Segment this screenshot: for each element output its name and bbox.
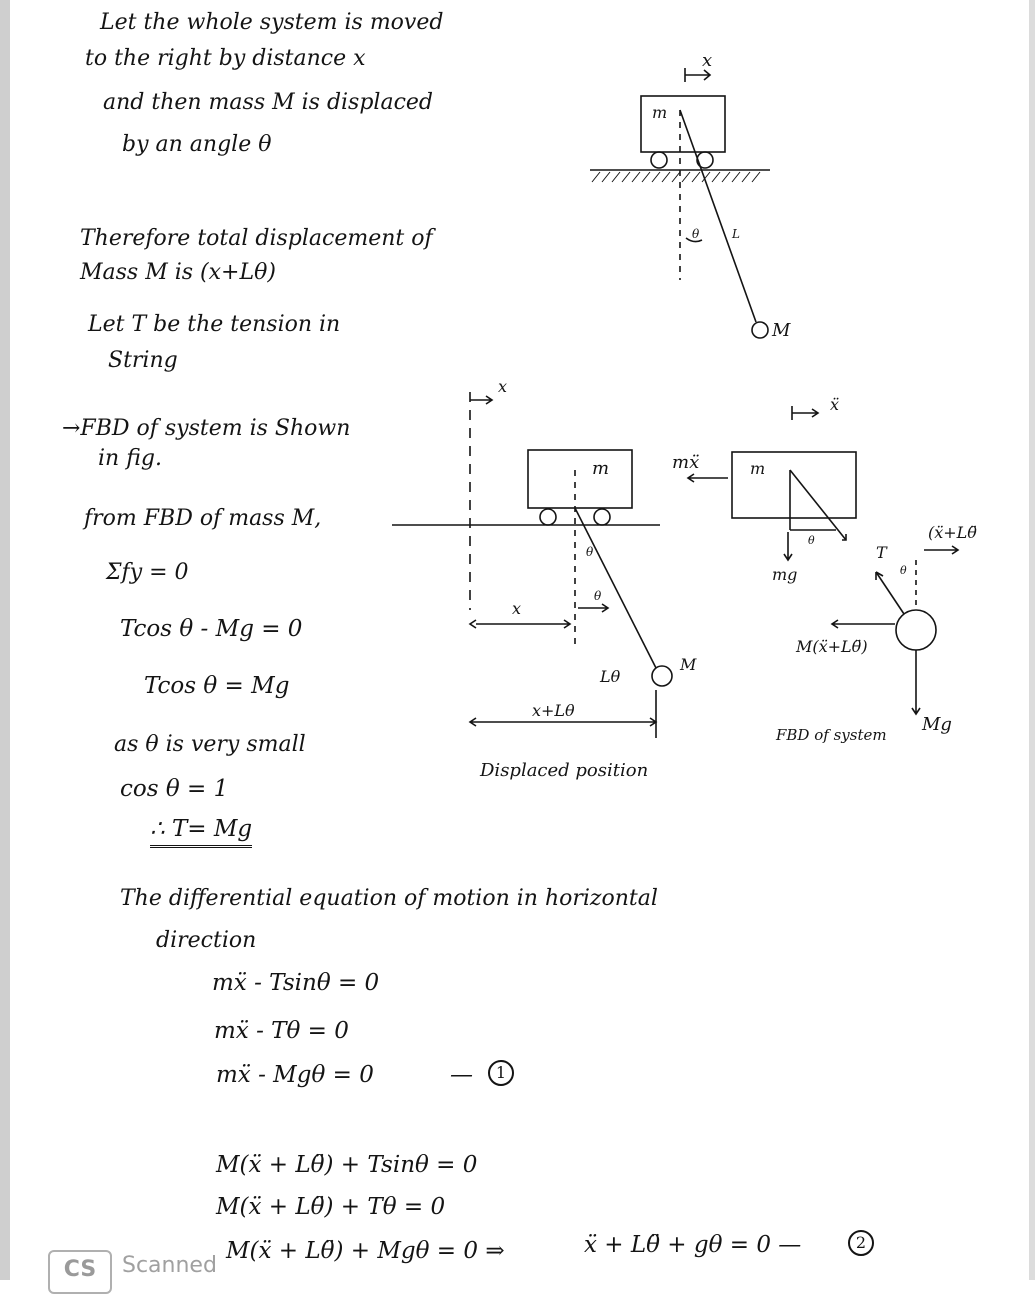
tension-result: ∴ T= Mg xyxy=(150,818,252,848)
camscanner-logo: CS xyxy=(48,1250,112,1294)
sum-fy-equation: Σfy = 0 xyxy=(106,560,189,585)
label-m-fig1: m xyxy=(652,103,668,122)
dimension-x-fig2 xyxy=(470,620,570,628)
label-T-fig3: T xyxy=(876,543,887,562)
pendulum-string-fig1 xyxy=(680,110,756,322)
wheel-left-fig2 xyxy=(540,509,556,525)
equation-number-2: 2 xyxy=(848,1230,874,1256)
small-angle-note: as θ is very small xyxy=(114,732,306,757)
label-xdd-L-fig3: (ẍ+Lθ̈ xyxy=(928,523,977,542)
total-line-2: Mass M is (x+Lθ) xyxy=(80,260,276,285)
label-m-fig2: m xyxy=(592,458,610,479)
angle-arrow-fig2 xyxy=(578,604,608,612)
caption-fig2: Displaced position xyxy=(480,760,649,781)
motion-equation-1: mẍ - Tsinθ = 0 xyxy=(212,970,380,996)
ground-hatching-fig1 xyxy=(592,172,760,182)
fbd-intro-line-2: in fig. xyxy=(98,446,162,471)
motion-equation-2: mẍ - Tθ = 0 xyxy=(214,1018,349,1044)
diff-heading-line-2: direction xyxy=(156,928,257,953)
diff-heading-line-1: The differential equation of motion in horizontal xyxy=(120,886,658,911)
label-theta1-fig2: θ xyxy=(586,545,594,559)
label-xdd-top-fig3: ẍ xyxy=(830,395,840,414)
scanned-watermark: Scanned xyxy=(122,1253,217,1278)
label-Ltheta-fig2: Lθ xyxy=(600,667,621,686)
pendulum-bob-fig2 xyxy=(652,666,672,686)
label-m-fig3: m xyxy=(750,459,766,478)
equation-tag-dash-1: — xyxy=(450,1062,473,1088)
intro-line-4: by an angle θ xyxy=(122,132,272,157)
label-x-top-fig2: x xyxy=(498,377,508,396)
equation-number-1: 1 xyxy=(488,1060,514,1086)
label-Mg-fig3: Mg xyxy=(922,714,952,735)
equation-tcos-1: Tcos θ - Mg = 0 xyxy=(120,616,303,642)
pendulum-bob-fig1 xyxy=(752,322,768,338)
bob-circle-fig3 xyxy=(896,610,936,650)
figure-displaced-position xyxy=(392,377,700,781)
acceleration-arrow-bob-fig3 xyxy=(924,546,958,554)
total-line-1: Therefore total displacement of xyxy=(80,226,433,251)
label-x-plus-fig2: x+Lθ xyxy=(532,701,575,720)
wheel-right-fig2 xyxy=(594,509,610,525)
acceleration-arrow-top-fig3 xyxy=(792,406,818,420)
label-theta2-fig2: θ xyxy=(594,589,602,603)
displacement-arrow-top-fig2 xyxy=(470,396,492,404)
inertia-force-arrow-fig3 xyxy=(688,474,728,482)
pendulum-string-fig2 xyxy=(575,508,656,668)
figure-pendulum-cart xyxy=(590,50,791,341)
label-M-force-fig3: M(ẍ+Lθ̈) xyxy=(796,637,868,656)
label-theta-fig3: θ xyxy=(808,534,815,547)
label-theta2-fig3: θ xyxy=(900,564,907,577)
caption-fig3: FBD of system xyxy=(776,726,887,744)
motion-equation-4: M(ẍ + Lθ̈) + Tsinθ = 0 xyxy=(216,1152,478,1178)
weight-arrow-cart-fig3 xyxy=(784,532,792,560)
intro-line-3: and then mass M is displaced xyxy=(103,90,434,115)
tension-line-2: String xyxy=(108,348,178,373)
motion-equation-3: mẍ - Mgθ = 0 xyxy=(216,1062,374,1088)
fbd-mass-heading: from FBD of mass M, xyxy=(84,506,322,531)
cart-body-fig2 xyxy=(528,450,632,508)
label-L-fig1: L xyxy=(732,227,740,241)
intro-line-1: Let the whole system is moved xyxy=(100,10,444,35)
label-mg-fig3: mg xyxy=(772,565,798,584)
tension-line-1: Let T be the tension in xyxy=(88,312,341,337)
label-theta-fig1: θ xyxy=(692,227,700,241)
label-M-fig1: M xyxy=(772,320,791,341)
label-M-fig2: M xyxy=(680,655,697,674)
motion-equation-6: M(ẍ + Lθ̈) + Mgθ = 0 ⇒ xyxy=(226,1238,505,1264)
label-x-mid-fig2: x xyxy=(512,599,522,618)
intro-line-2: to the right by distance x xyxy=(85,46,366,71)
tension-line-fig3 xyxy=(876,572,904,614)
label-m-xdd-fig3: mẍ xyxy=(672,452,700,473)
weight-arrow-bob-fig3 xyxy=(912,650,920,714)
motion-equation-5: M(ẍ + Lθ̈) + Tθ = 0 xyxy=(216,1194,446,1220)
label-x-fig1: x xyxy=(702,50,713,71)
cos-approximation: cos θ = 1 xyxy=(120,776,229,802)
figure-fbd-system xyxy=(672,395,977,744)
equation-tcos-2: Tcos θ = Mg xyxy=(144,673,290,699)
fbd-intro-line-1: →FBD of system is Shown xyxy=(62,416,351,441)
motion-equation-6-result: ẍ + Lθ̈ + gθ = 0 — xyxy=(584,1232,802,1258)
wheel-left-fig1 xyxy=(651,152,667,168)
inertia-force-bob-arrow-fig3 xyxy=(832,620,895,628)
